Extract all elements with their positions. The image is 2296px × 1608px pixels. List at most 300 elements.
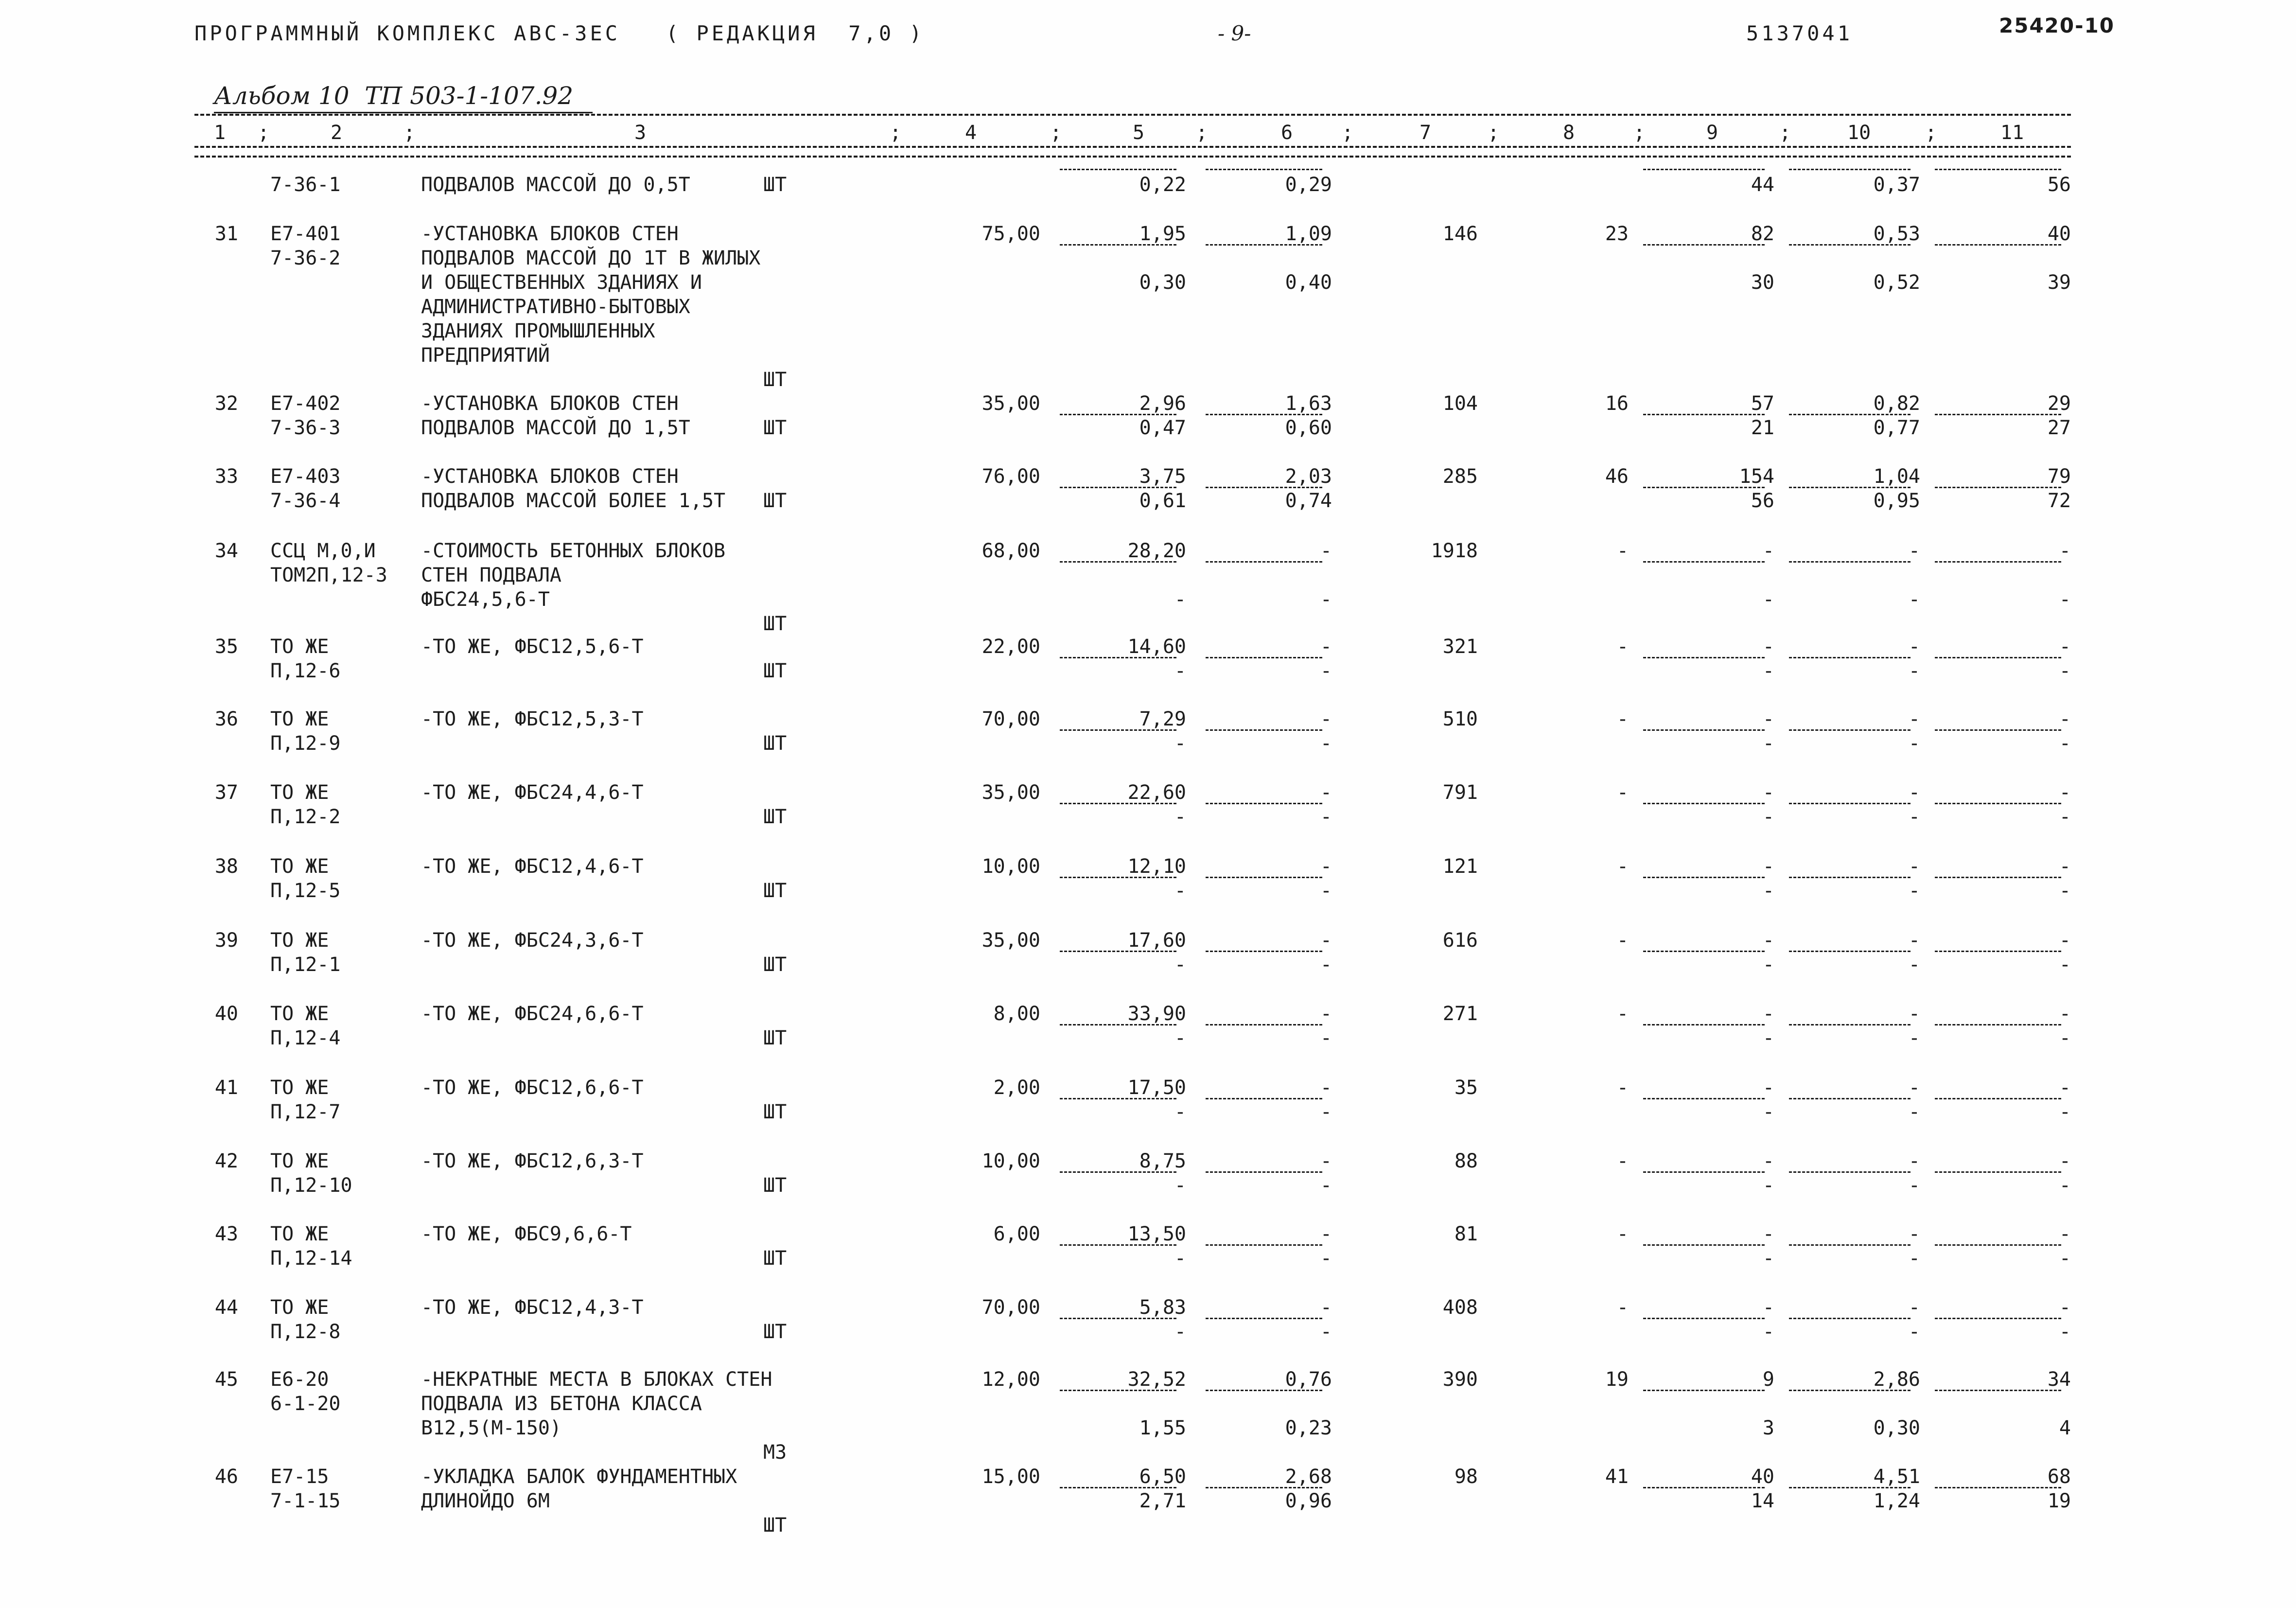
secondary-value-b6: -: [1320, 1027, 1332, 1049]
value-col-11: -: [2059, 1223, 2071, 1245]
unit-of-measure: ШТ: [763, 660, 787, 682]
value-divider: [1789, 414, 1910, 415]
secondary-value-b9: 56: [1751, 490, 1774, 512]
work-description-line: -УСТАНОВКА БЛОКОВ СТЕН: [421, 223, 679, 245]
value-divider: [1643, 1098, 1765, 1099]
unit-of-measure: ШТ: [763, 954, 787, 976]
secondary-value-b10: -: [1908, 1174, 1920, 1197]
unit-of-measure: ШТ: [763, 1247, 787, 1270]
row-number: 41: [214, 1077, 238, 1099]
rate-code-secondary: П,12-9: [270, 732, 341, 755]
value-divider: [1789, 1171, 1910, 1173]
value-divider: [1935, 1171, 2061, 1173]
value-col-4: 10,00: [981, 855, 1040, 878]
value-col-9: -: [1762, 708, 1774, 730]
unit-of-measure: ШТ: [763, 369, 787, 391]
value-col-8: -: [1616, 855, 1629, 878]
value-col-7: 104: [1442, 392, 1478, 415]
value-divider: [1206, 1487, 1322, 1488]
secondary-value-b9: -: [1762, 588, 1774, 611]
unit-of-measure: ШТ: [763, 1101, 787, 1123]
unit-of-measure: ШТ: [763, 880, 787, 902]
work-description-line: ПОДВАЛОВ МАССОЙ БОЛЕЕ 1,5Т: [421, 490, 726, 512]
value-col-5: 3,75: [1139, 465, 1186, 488]
column-separator: ;: [1633, 122, 1646, 144]
value-col-9: -: [1762, 1296, 1774, 1319]
secondary-value-b9: -: [1762, 660, 1774, 682]
value-divider: [1935, 1098, 2061, 1099]
value-col-11: -: [2059, 855, 2071, 878]
value-col-4: 35,00: [981, 929, 1040, 952]
value-divider: [1789, 1487, 1910, 1488]
value-col-4: 22,00: [981, 636, 1040, 658]
row-number: 39: [214, 929, 238, 952]
value-col-9: 9: [1762, 1368, 1774, 1391]
secondary-value-b11: 4: [2059, 1417, 2071, 1439]
rate-code: Е7-402: [270, 392, 341, 415]
row-number: 32: [214, 392, 238, 415]
secondary-value-b9: -: [1762, 732, 1774, 755]
value-col-8: 19: [1605, 1368, 1629, 1391]
rate-code: ТО ЖЕ: [270, 1223, 329, 1245]
secondary-value-b5: -: [1174, 1101, 1186, 1123]
rate-code: ТО ЖЕ: [270, 1150, 329, 1172]
work-description-line: -ТО ЖЕ, ФБС24,3,6-Т: [421, 929, 644, 952]
value-divider: [1643, 729, 1765, 731]
secondary-value-b11: -: [2059, 954, 2071, 976]
value-divider: [1935, 951, 2061, 952]
value-divider: [1060, 414, 1176, 415]
secondary-value-b6: -: [1320, 732, 1332, 755]
unit-of-measure: М3: [763, 1441, 787, 1464]
rate-code-secondary: 7-36-2: [270, 247, 341, 269]
value-col-8: -: [1616, 1223, 1629, 1245]
value-col-4: 35,00: [981, 781, 1040, 804]
secondary-value-b6: 0,29: [1285, 174, 1332, 196]
work-description-line: -УКЛАДКА БАЛОК ФУНДАМЕНТНЫХ: [421, 1466, 737, 1488]
value-col-4: 35,00: [981, 392, 1040, 415]
value-col-6: -: [1320, 540, 1332, 562]
column-separator: ;: [890, 122, 902, 144]
value-col-5: 28,20: [1127, 540, 1186, 562]
value-col-5: 8,75: [1139, 1150, 1186, 1172]
work-description-line: ПОДВАЛОВ МАССОЙ ДО 0,5Т: [421, 174, 690, 196]
value-col-6: -: [1320, 1150, 1332, 1172]
column-separator: ;: [1488, 122, 1500, 144]
value-divider: [1789, 729, 1910, 731]
work-description-line: ПОДВАЛОВ МАССОЙ ДО 1Т В ЖИЛЫХ: [421, 247, 761, 269]
value-divider: [1789, 169, 1910, 170]
value-divider: [1060, 657, 1176, 658]
column-number: 10: [1847, 122, 1871, 144]
secondary-value-b5: 0,47: [1139, 417, 1186, 439]
value-col-9: -: [1762, 929, 1774, 952]
secondary-value-b5: -: [1174, 732, 1186, 755]
work-description-line: -ТО ЖЕ, ФБС12,6,6-Т: [421, 1077, 644, 1099]
secondary-value-b6: -: [1320, 880, 1332, 902]
handwritten-stamp: 25420-10: [1999, 14, 2115, 37]
value-divider: [1060, 729, 1176, 731]
value-col-5: 33,90: [1127, 1003, 1186, 1025]
secondary-value-b6: -: [1320, 806, 1332, 828]
value-divider: [1789, 244, 1910, 246]
rate-code: ТО ЖЕ: [270, 855, 329, 878]
work-description-line: -ТО ЖЕ, ФБС24,6,6-Т: [421, 1003, 644, 1025]
value-divider: [1643, 1171, 1765, 1173]
value-divider: [1935, 487, 2061, 488]
value-divider: [1060, 1171, 1176, 1173]
value-divider: [1206, 951, 1322, 952]
column-number: 5: [1133, 122, 1145, 144]
value-col-5: 6,50: [1139, 1466, 1186, 1488]
value-col-5: 14,60: [1127, 636, 1186, 658]
work-description-line: -НЕКРАТНЫЕ МЕСТА В БЛОКАХ СТЕН: [421, 1368, 772, 1391]
value-col-7: 121: [1442, 855, 1478, 878]
value-divider: [1060, 803, 1176, 804]
secondary-value-b9: -: [1762, 1174, 1774, 1197]
value-col-10: 2,86: [1873, 1368, 1920, 1391]
value-col-10: -: [1908, 1296, 1920, 1319]
column-separator: ;: [1925, 122, 1937, 144]
value-col-9: 82: [1751, 223, 1774, 245]
page-number: - 9-: [1218, 21, 1251, 45]
value-col-8: 16: [1605, 392, 1629, 415]
value-col-5: 7,29: [1139, 708, 1186, 730]
rate-code: ТО ЖЕ: [270, 1003, 329, 1025]
column-separator: ;: [1196, 122, 1208, 144]
value-divider: [1206, 1244, 1322, 1246]
row-number: 44: [214, 1296, 238, 1319]
value-divider: [1643, 1024, 1765, 1025]
value-col-7: 271: [1442, 1003, 1478, 1025]
secondary-value-b5: 1,55: [1139, 1417, 1186, 1439]
value-divider: [1206, 657, 1322, 658]
work-description-line: ПОДВАЛА ИЗ БЕТОНА КЛАССА: [421, 1393, 702, 1415]
value-col-11: -: [2059, 1296, 2071, 1319]
value-col-8: -: [1616, 540, 1629, 562]
secondary-value-b6: -: [1320, 1321, 1332, 1343]
value-divider: [1206, 1024, 1322, 1025]
secondary-value-b9: 30: [1751, 271, 1774, 294]
rate-code-secondary: 7-1-15: [270, 1490, 341, 1512]
rate-code: 7-36-1: [270, 174, 341, 196]
rate-code-secondary: П,12-14: [270, 1247, 352, 1270]
value-col-4: 8,00: [993, 1003, 1040, 1025]
secondary-value-b11: 39: [2047, 271, 2071, 294]
value-divider: [1935, 244, 2061, 246]
value-col-7: 1918: [1431, 540, 1478, 562]
secondary-value-b10: -: [1908, 1027, 1920, 1049]
value-col-5: 13,50: [1127, 1223, 1186, 1245]
value-divider: [1643, 487, 1765, 488]
value-col-6: 1,63: [1285, 392, 1332, 415]
value-col-5: 32,52: [1127, 1368, 1186, 1391]
value-divider: [1643, 244, 1765, 246]
rate-code-secondary: ТОМ2П,12-3: [270, 564, 387, 586]
value-divider: [1789, 803, 1910, 804]
column-number: 4: [965, 122, 977, 144]
secondary-value-b6: -: [1320, 1101, 1332, 1123]
value-divider: [1643, 1487, 1765, 1488]
work-description-line: -ТО ЖЕ, ФБС9,6,6-Т: [421, 1223, 632, 1245]
value-col-7: 791: [1442, 781, 1478, 804]
work-description-line: -СТОИМОСТЬ БЕТОННЫХ БЛОКОВ: [421, 540, 726, 562]
secondary-value-b5: -: [1174, 588, 1186, 611]
value-col-7: 390: [1442, 1368, 1478, 1391]
secondary-value-b9: -: [1762, 1101, 1774, 1123]
value-divider: [1643, 414, 1765, 415]
secondary-value-b11: 27: [2047, 417, 2071, 439]
value-col-10: -: [1908, 1003, 1920, 1025]
value-col-11: 79: [2047, 465, 2071, 488]
value-col-4: 2,00: [993, 1077, 1040, 1099]
secondary-value-b10: -: [1908, 1321, 1920, 1343]
value-col-11: -: [2059, 1150, 2071, 1172]
value-col-8: 46: [1605, 465, 1629, 488]
rate-code: ТО ЖЕ: [270, 636, 329, 658]
secondary-value-b5: -: [1174, 1321, 1186, 1343]
secondary-value-b9: -: [1762, 880, 1774, 902]
value-col-6: -: [1320, 929, 1332, 952]
value-col-10: -: [1908, 540, 1920, 562]
unit-of-measure: ШТ: [763, 1027, 787, 1049]
row-number: 43: [214, 1223, 238, 1245]
column-separator: ;: [258, 122, 270, 144]
rate-code-secondary: П,12-4: [270, 1027, 341, 1049]
value-divider: [1643, 561, 1765, 563]
column-number: 8: [1563, 122, 1575, 144]
secondary-value-b6: 0,74: [1285, 490, 1332, 512]
secondary-value-b5: -: [1174, 1174, 1186, 1197]
value-col-8: -: [1616, 1150, 1629, 1172]
document-code: 5137041: [1746, 21, 1853, 45]
rate-code-secondary: П,12-10: [270, 1174, 352, 1197]
secondary-value-b11: -: [2059, 1027, 2071, 1049]
value-col-10: 0,53: [1873, 223, 1920, 245]
value-divider: [1789, 877, 1910, 878]
rate-code-secondary: 7-36-4: [270, 490, 341, 512]
value-col-6: -: [1320, 855, 1332, 878]
work-description-line: -УСТАНОВКА БЛОКОВ СТЕН: [421, 465, 679, 488]
value-col-6: -: [1320, 1223, 1332, 1245]
work-description-line: ДЛИНОЙДО 6М: [421, 1490, 550, 1512]
secondary-value-b11: -: [2059, 1321, 2071, 1343]
value-col-10: 1,04: [1873, 465, 1920, 488]
secondary-value-b6: 0,60: [1285, 417, 1332, 439]
value-col-5: 1,95: [1139, 223, 1186, 245]
secondary-value-b10: -: [1908, 1101, 1920, 1123]
value-col-10: -: [1908, 1223, 1920, 1245]
value-col-9: -: [1762, 1150, 1774, 1172]
value-col-11: 34: [2047, 1368, 2071, 1391]
work-description-line: АДМИНИСТРАТИВНО-БЫТОВЫХ: [421, 296, 690, 318]
value-divider: [1060, 1098, 1176, 1099]
value-col-8: -: [1616, 636, 1629, 658]
value-col-5: 17,50: [1127, 1077, 1186, 1099]
secondary-value-b11: -: [2059, 1247, 2071, 1270]
work-description-line: ПРЕДПРИЯТИЙ: [421, 344, 550, 367]
secondary-value-b6: 0,23: [1285, 1417, 1332, 1439]
value-col-9: 57: [1751, 392, 1774, 415]
value-col-10: -: [1908, 636, 1920, 658]
value-divider: [1935, 729, 2061, 731]
value-col-10: -: [1908, 929, 1920, 952]
secondary-value-b9: -: [1762, 806, 1774, 828]
secondary-value-b6: -: [1320, 954, 1332, 976]
secondary-value-b5: -: [1174, 1247, 1186, 1270]
secondary-value-b9: -: [1762, 1027, 1774, 1049]
unit-of-measure: ШТ: [763, 613, 787, 635]
work-description-line: -ТО ЖЕ, ФБС12,5,6-Т: [421, 636, 644, 658]
value-col-8: -: [1616, 1003, 1629, 1025]
value-col-5: 12,10: [1127, 855, 1186, 878]
value-col-9: 40: [1751, 1466, 1774, 1488]
secondary-value-b5: 2,71: [1139, 1490, 1186, 1512]
secondary-value-b9: -: [1762, 1321, 1774, 1343]
value-divider: [1206, 244, 1322, 246]
value-col-4: 70,00: [981, 708, 1040, 730]
value-col-6: -: [1320, 1003, 1332, 1025]
secondary-value-b5: -: [1174, 1027, 1186, 1049]
value-col-8: -: [1616, 1077, 1629, 1099]
secondary-value-b10: 0,52: [1873, 271, 1920, 294]
value-col-8: -: [1616, 708, 1629, 730]
unit-of-measure: ШТ: [763, 1174, 787, 1197]
value-divider: [1935, 803, 2061, 804]
secondary-value-b11: 56: [2047, 174, 2071, 196]
value-divider: [1643, 1318, 1765, 1319]
unit-of-measure: ШТ: [763, 732, 787, 755]
unit-of-measure: ШТ: [763, 174, 787, 196]
value-divider: [1060, 1244, 1176, 1246]
value-divider: [1789, 1098, 1910, 1099]
value-col-5: 2,96: [1139, 392, 1186, 415]
value-col-6: -: [1320, 636, 1332, 658]
value-divider: [1643, 1244, 1765, 1246]
value-divider: [1060, 1487, 1176, 1488]
secondary-value-b5: -: [1174, 880, 1186, 902]
value-col-11: -: [2059, 540, 2071, 562]
rate-code-secondary: П,12-7: [270, 1101, 341, 1123]
column-number: 11: [2000, 122, 2024, 144]
work-description-line: -ТО ЖЕ, ФБС12,4,6-Т: [421, 855, 644, 878]
value-col-7: 146: [1442, 223, 1478, 245]
value-col-4: 68,00: [981, 540, 1040, 562]
value-col-4: 12,00: [981, 1368, 1040, 1391]
value-col-10: -: [1908, 781, 1920, 804]
value-col-7: 81: [1454, 1223, 1478, 1245]
secondary-value-b10: -: [1908, 880, 1920, 902]
secondary-value-b11: -: [2059, 880, 2071, 902]
value-divider: [1643, 803, 1765, 804]
value-col-4: 10,00: [981, 1150, 1040, 1172]
value-divider: [1060, 1318, 1176, 1319]
work-description-line: СТЕН ПОДВАЛА: [421, 564, 561, 586]
work-description-line: -УСТАНОВКА БЛОКОВ СТЕН: [421, 392, 679, 415]
value-divider: [1060, 169, 1176, 170]
value-col-6: -: [1320, 1077, 1332, 1099]
value-col-10: -: [1908, 1077, 1920, 1099]
secondary-value-b9: 3: [1762, 1417, 1774, 1439]
work-description-line: В12,5(М-150): [421, 1417, 561, 1439]
value-divider: [1060, 877, 1176, 878]
value-col-9: -: [1762, 636, 1774, 658]
secondary-value-b10: 0,30: [1873, 1417, 1920, 1439]
value-divider: [1935, 561, 2061, 563]
value-col-6: 2,68: [1285, 1466, 1332, 1488]
rate-code: Е7-403: [270, 465, 341, 488]
column-number: 2: [331, 122, 343, 144]
secondary-value-b11: -: [2059, 1174, 2071, 1197]
secondary-value-b10: -: [1908, 954, 1920, 976]
value-col-8: -: [1616, 781, 1629, 804]
column-number: 9: [1706, 122, 1718, 144]
value-divider: [1789, 561, 1910, 563]
secondary-value-b11: -: [2059, 1101, 2071, 1123]
unit-of-measure: ШТ: [763, 1514, 787, 1537]
value-col-11: -: [2059, 636, 2071, 658]
secondary-value-b10: -: [1908, 660, 1920, 682]
program-header: ПРОГРАММНЫЙ КОМПЛЕКС АВС-3ЕС ( РЕДАКЦИЯ 7,0 ): [194, 21, 925, 45]
value-col-4: 15,00: [981, 1466, 1040, 1488]
work-description-line: И ОБЩЕСТВЕННЫХ ЗДАНИЯХ И: [421, 271, 702, 294]
value-col-4: 75,00: [981, 223, 1040, 245]
secondary-value-b10: -: [1908, 588, 1920, 611]
value-col-10: -: [1908, 855, 1920, 878]
secondary-value-b6: -: [1320, 660, 1332, 682]
row-number: 33: [214, 465, 238, 488]
secondary-value-b6: 0,96: [1285, 1490, 1332, 1512]
value-divider: [1789, 1318, 1910, 1319]
value-divider: [1060, 561, 1176, 563]
secondary-value-b10: -: [1908, 806, 1920, 828]
value-col-7: 285: [1442, 465, 1478, 488]
value-divider: [1060, 487, 1176, 488]
value-col-11: 29: [2047, 392, 2071, 415]
unit-of-measure: ШТ: [763, 417, 787, 439]
secondary-value-b10: -: [1908, 732, 1920, 755]
value-divider: [1206, 877, 1322, 878]
value-divider: [1789, 487, 1910, 488]
value-divider: [1206, 414, 1322, 415]
unit-of-measure: ШТ: [763, 490, 787, 512]
secondary-value-b9: 44: [1751, 174, 1774, 196]
column-separator: ;: [1050, 122, 1062, 144]
column-number: 6: [1281, 122, 1293, 144]
rate-code-secondary: П,12-8: [270, 1321, 341, 1343]
value-divider: [1060, 1390, 1176, 1391]
row-number: 42: [214, 1150, 238, 1172]
rate-code: ТО ЖЕ: [270, 1296, 329, 1319]
work-description-line: -ТО ЖЕ, ФБС12,4,3-Т: [421, 1296, 644, 1319]
value-col-7: 35: [1454, 1077, 1478, 1099]
value-col-9: 154: [1739, 465, 1774, 488]
value-divider: [1935, 1318, 2061, 1319]
value-divider: [1789, 1390, 1910, 1391]
value-col-7: 98: [1454, 1466, 1478, 1488]
rate-code-secondary: П,12-5: [270, 880, 341, 902]
secondary-value-b5: -: [1174, 806, 1186, 828]
row-number: 40: [214, 1003, 238, 1025]
work-description-line: ЗДАНИЯХ ПРОМЫШЛЕННЫХ: [421, 320, 655, 342]
secondary-value-b5: -: [1174, 660, 1186, 682]
value-divider: [1643, 877, 1765, 878]
value-divider: [1206, 1390, 1322, 1391]
work-description-line: -ТО ЖЕ, ФБС12,5,3-Т: [421, 708, 644, 730]
value-col-9: -: [1762, 781, 1774, 804]
value-col-6: -: [1320, 1296, 1332, 1319]
value-col-11: 40: [2047, 223, 2071, 245]
